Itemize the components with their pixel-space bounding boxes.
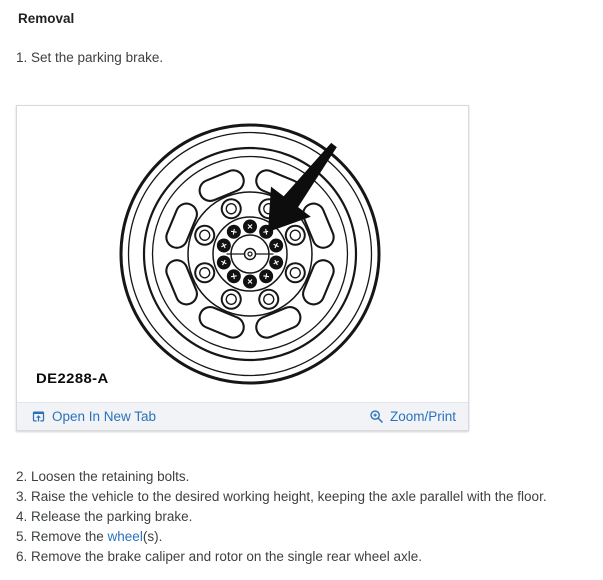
zoom-icon xyxy=(369,409,384,424)
diagram-figure xyxy=(16,105,469,431)
step-item-1: 1. Set the parking brake. xyxy=(16,50,164,65)
step-item-5 xyxy=(0,527,603,547)
open-in-new-tab-label: Open In New Tab xyxy=(52,409,157,424)
open-in-new-tab-link[interactable] xyxy=(31,409,156,424)
open-in-new-tab-icon xyxy=(31,409,46,424)
steps-list xyxy=(0,467,603,567)
zoom-print-label: Zoom/Print xyxy=(389,409,456,424)
step-5-suffix: (s). xyxy=(142,529,163,544)
step-item-4: 4. Release the parking brake. xyxy=(16,509,193,524)
wheel-diagram-image xyxy=(17,106,468,402)
zoom-print-link[interactable] xyxy=(369,409,456,424)
step-5-prefix: 5. Remove the xyxy=(16,529,108,544)
figure-toolbar xyxy=(17,402,468,430)
step-item-3: 3. Raise the vehicle to the desired working height, keeping the axle parallel with the floor. xyxy=(16,489,547,504)
figure-label: DE2288-A xyxy=(36,370,109,386)
wheel-drawing xyxy=(17,106,468,402)
step-item-2: 2. Loosen the retaining bolts. xyxy=(16,469,190,484)
wheel-link[interactable]: wheel xyxy=(107,529,143,544)
step-item-6: 6. Remove the brake caliper and rotor on the single rear wheel axle. xyxy=(16,549,422,564)
page-title: Removal xyxy=(18,11,75,26)
